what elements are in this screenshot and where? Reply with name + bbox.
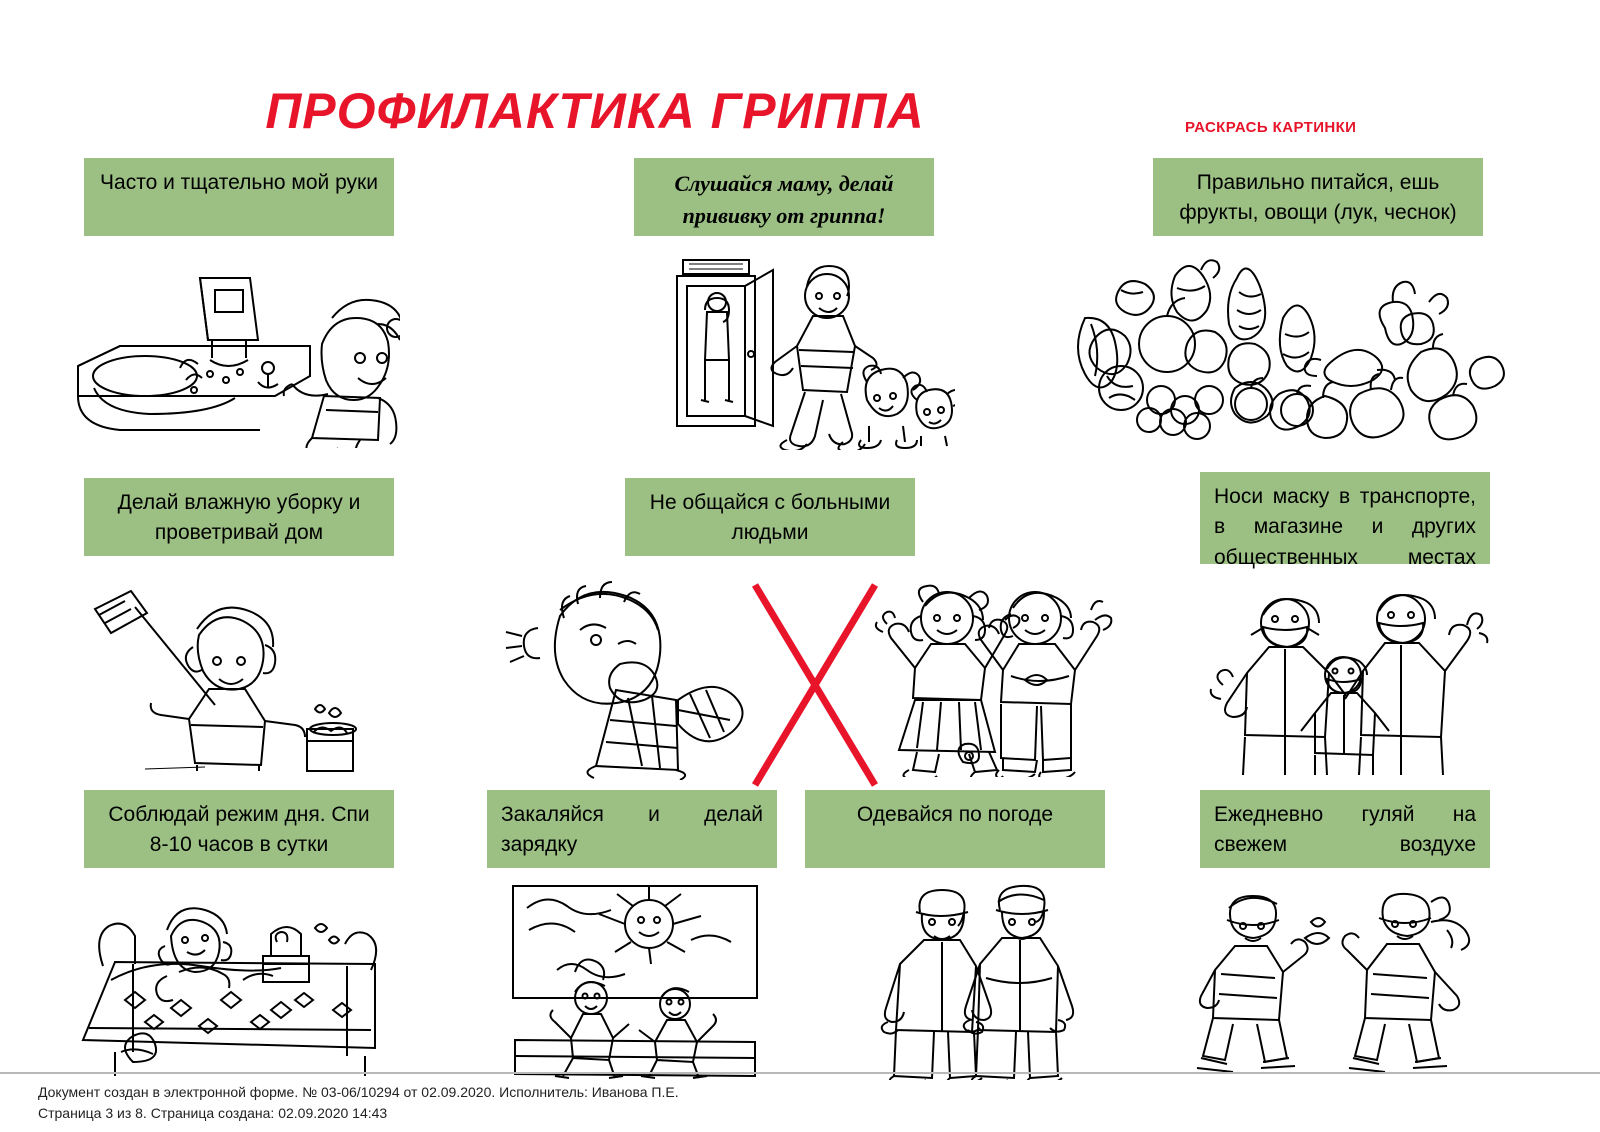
art-sick-man-sneezing	[500, 570, 760, 780]
footer-line-1: Документ создан в электронной форме. № 03-06/10294 от 02.09.2020. Исполнитель: Иванова П.Е.	[38, 1084, 679, 1100]
art-fruits-and-vegetables	[1025, 248, 1505, 448]
caption-wash-hands: Часто и тщательно мой руки	[84, 158, 394, 236]
art-children-exercising	[505, 880, 765, 1080]
caption-wear-mask: Носи маску в транспорте, в магазине и других общественных местах	[1200, 472, 1490, 564]
footer-divider	[0, 1072, 1600, 1074]
footer-text	[38, 1082, 679, 1124]
caption-exercise: Закаляйся и делай зарядку	[487, 790, 777, 868]
caption-eat-right: Правильно питайся, ешь фрукты, овощи (лук, чеснок)	[1153, 158, 1483, 236]
caption-avoid-sick: Не общайся с больными людьми	[625, 478, 915, 556]
art-girl-with-mop	[85, 575, 385, 775]
art-boy-sleeping	[75, 880, 395, 1080]
color-pictures-note: РАСКРАСЬ КАРТИНКИ	[1185, 119, 1357, 136]
art-girl-washing-hands	[60, 248, 400, 448]
caption-walk-outside: Ежедневно гуляй на свежем воздухе	[1200, 790, 1490, 868]
art-two-children-waving	[865, 572, 1115, 777]
footer-line-2: Страница 3 из 8. Страница создана: 02.09.2020 14:43	[38, 1105, 388, 1121]
caption-sleep: Соблюдай режим дня. Спи 8-10 часов в сутки	[84, 790, 394, 868]
art-children-ice-skating	[1195, 878, 1485, 1078]
caption-cleaning: Делай влажную уборку и проветривай дом	[84, 478, 394, 556]
art-children-winter-clothes	[860, 880, 1100, 1080]
page-title: ПРОФИЛАКТИКА ГРИППА	[265, 83, 925, 139]
art-boy-at-vaccination-room	[655, 250, 955, 450]
red-cross-icon	[745, 575, 885, 795]
art-family-in-masks	[1195, 585, 1495, 775]
caption-vaccination: Слушайся маму, делай прививку от гриппа!	[634, 158, 934, 236]
caption-dress-warm: Одевайся по погоде	[805, 790, 1105, 868]
